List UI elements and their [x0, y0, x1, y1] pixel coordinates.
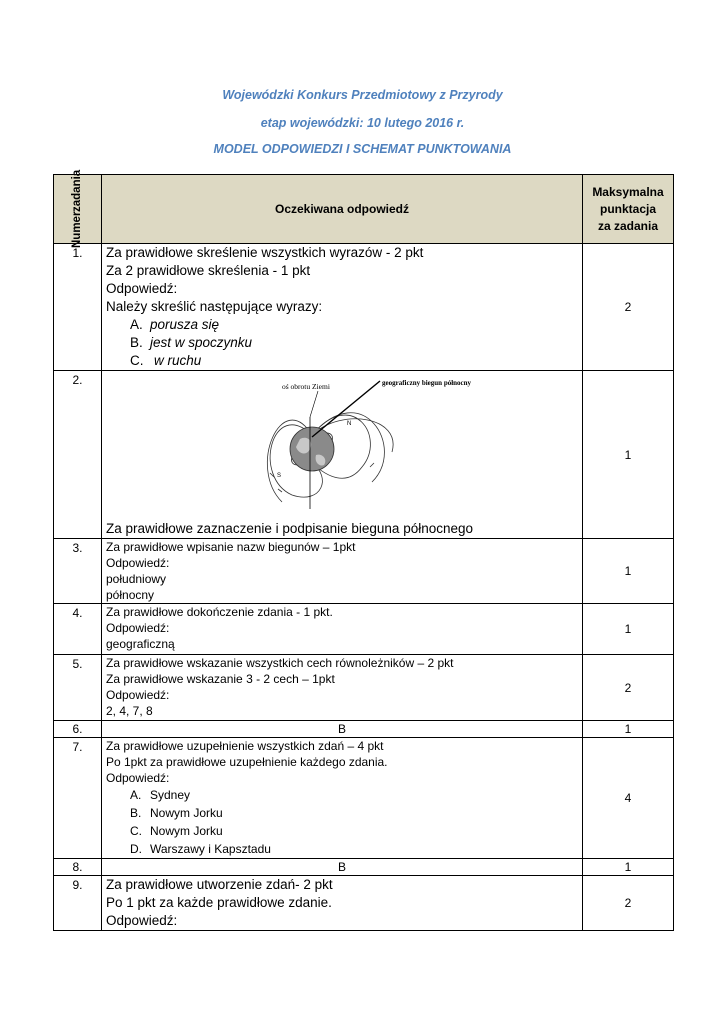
- answer-line: Po 1pkt za prawidłowe uzupełnienie każdego zdania.: [106, 755, 388, 769]
- answer-line: Za prawidłowe skreślenie wszystkich wyrazów - 2 pkt: [106, 245, 424, 260]
- table-row: [54, 371, 674, 539]
- answer-line: Po 1 pkt za każde prawidłowe zdanie.: [106, 895, 332, 910]
- task-number: 9.: [54, 876, 102, 931]
- option-a: A. Sydney: [130, 788, 191, 802]
- answer-line: Za prawidłowe dokończenie zdania - 1 pkt.: [106, 605, 333, 619]
- answer-line: Za prawidłowe uzupełnienie wszystkich zdań – 4 pkt: [106, 739, 384, 753]
- task-number: 7.: [54, 738, 102, 859]
- answer-line: Za 2 prawidłowe skreślenia - 1 pkt: [106, 263, 311, 278]
- answer-cell: [102, 244, 583, 371]
- answer-table: [53, 169, 674, 931]
- points-cell: 1: [583, 604, 674, 655]
- table-row: [54, 244, 674, 371]
- answer-line: Za prawidłowe zaznaczenie i podpisanie bieguna północnego: [106, 521, 474, 536]
- figure-label-axis: oś obrotu Ziemi: [282, 382, 330, 391]
- points-cell: 2: [583, 655, 674, 721]
- points-cell: 2: [583, 876, 674, 931]
- option-b: B. Nowym Jorku: [130, 806, 223, 820]
- col-header-number: [54, 169, 102, 249]
- header-line-3: MODEL ODPOWIEDZI I SCHEMAT PUNKTOWANIA: [213, 142, 512, 156]
- answer-cell: [102, 604, 583, 655]
- answer-line: Za prawidłowe wpisanie nazw biegunów – 1pkt: [106, 540, 356, 554]
- table-row: [54, 859, 674, 876]
- header-line-1: Wojewódzki Konkurs Przedmiotowy z Przyrody: [222, 88, 503, 102]
- answer-line: Odpowiedź:: [106, 771, 170, 785]
- table-row: [54, 655, 674, 721]
- col-header-number-b: zadania: [71, 169, 83, 212]
- col-header-points-c: za zadania: [597, 218, 659, 233]
- task-number: 2.: [54, 371, 102, 539]
- answer-cell: B: [102, 721, 583, 738]
- points-cell: 2: [583, 244, 674, 371]
- col-header-points-b: punktacja: [599, 201, 656, 216]
- svg-text:N: N: [347, 421, 352, 427]
- answer-cell: [102, 539, 583, 604]
- table-header-row: [54, 175, 674, 244]
- answer-line: Za prawidłowe wskazanie 3 - 2 cech – 1pkt: [106, 672, 335, 686]
- answer-line: Odpowiedź:: [106, 688, 170, 702]
- option-c: C. w ruchu: [130, 353, 202, 368]
- answer-line: północny: [106, 588, 155, 602]
- points-cell: 4: [583, 738, 674, 859]
- points-cell: 1: [583, 371, 674, 539]
- figure-label-pole: geograficzny biegun północny: [382, 379, 472, 387]
- task-number: 3.: [54, 539, 102, 604]
- table-row: [54, 604, 674, 655]
- answer-line: Odpowiedź:: [106, 621, 170, 635]
- points-cell: 1: [583, 539, 674, 604]
- table-row: [54, 876, 674, 931]
- answer-cell: [102, 371, 583, 539]
- answer-cell: B: [102, 859, 583, 876]
- option-b: B. jest w spoczynku: [130, 335, 253, 350]
- task-number: 1.: [54, 244, 102, 371]
- answer-line: geograficzną: [106, 637, 175, 651]
- task-number: 5.: [54, 655, 102, 721]
- header-line-2: etap wojewódzki: 10 lutego 2016 r.: [260, 116, 465, 130]
- svg-text:S: S: [277, 473, 282, 479]
- answer-line: Za prawidłowe wskazanie wszystkich cech równoleżników – 2 pkt: [106, 656, 454, 670]
- table-row: [54, 721, 674, 738]
- task-number: 6.: [54, 721, 102, 738]
- answer-line: 2, 4, 7, 8: [106, 704, 153, 718]
- col-header-answer: Oczekiwana odpowiedź: [102, 175, 583, 244]
- answer-line: Odpowiedź:: [106, 913, 178, 928]
- col-header-points: [583, 175, 674, 244]
- points-cell: 1: [583, 721, 674, 738]
- earth-magnetic-field-figure: [252, 377, 482, 509]
- col-header-points-a: Maksymalna: [592, 184, 664, 199]
- answer-line: Za prawidłowe utworzenie zdań- 2 pkt: [106, 877, 333, 892]
- option-a: A. porusza się: [130, 317, 220, 332]
- answer-line: południowy: [106, 572, 167, 586]
- answer-cell: [102, 655, 583, 721]
- option-c: C. Nowym Jorku: [130, 824, 223, 838]
- table-row: [54, 539, 674, 604]
- table-row: [54, 738, 674, 859]
- option-d: D. Warszawy i Kapsztadu: [130, 842, 271, 856]
- task-number: 8.: [54, 859, 102, 876]
- answer-line: Odpowiedź:: [106, 556, 170, 570]
- col-header-number-a: Numer: [71, 211, 83, 249]
- answer-cell: [102, 876, 583, 931]
- answer-line: Należy skreślić następujące wyrazy:: [106, 299, 323, 314]
- answer-line: Odpowiedź:: [106, 281, 178, 296]
- task-number: 4.: [54, 604, 102, 655]
- points-cell: 1: [583, 859, 674, 876]
- answer-cell: [102, 738, 583, 859]
